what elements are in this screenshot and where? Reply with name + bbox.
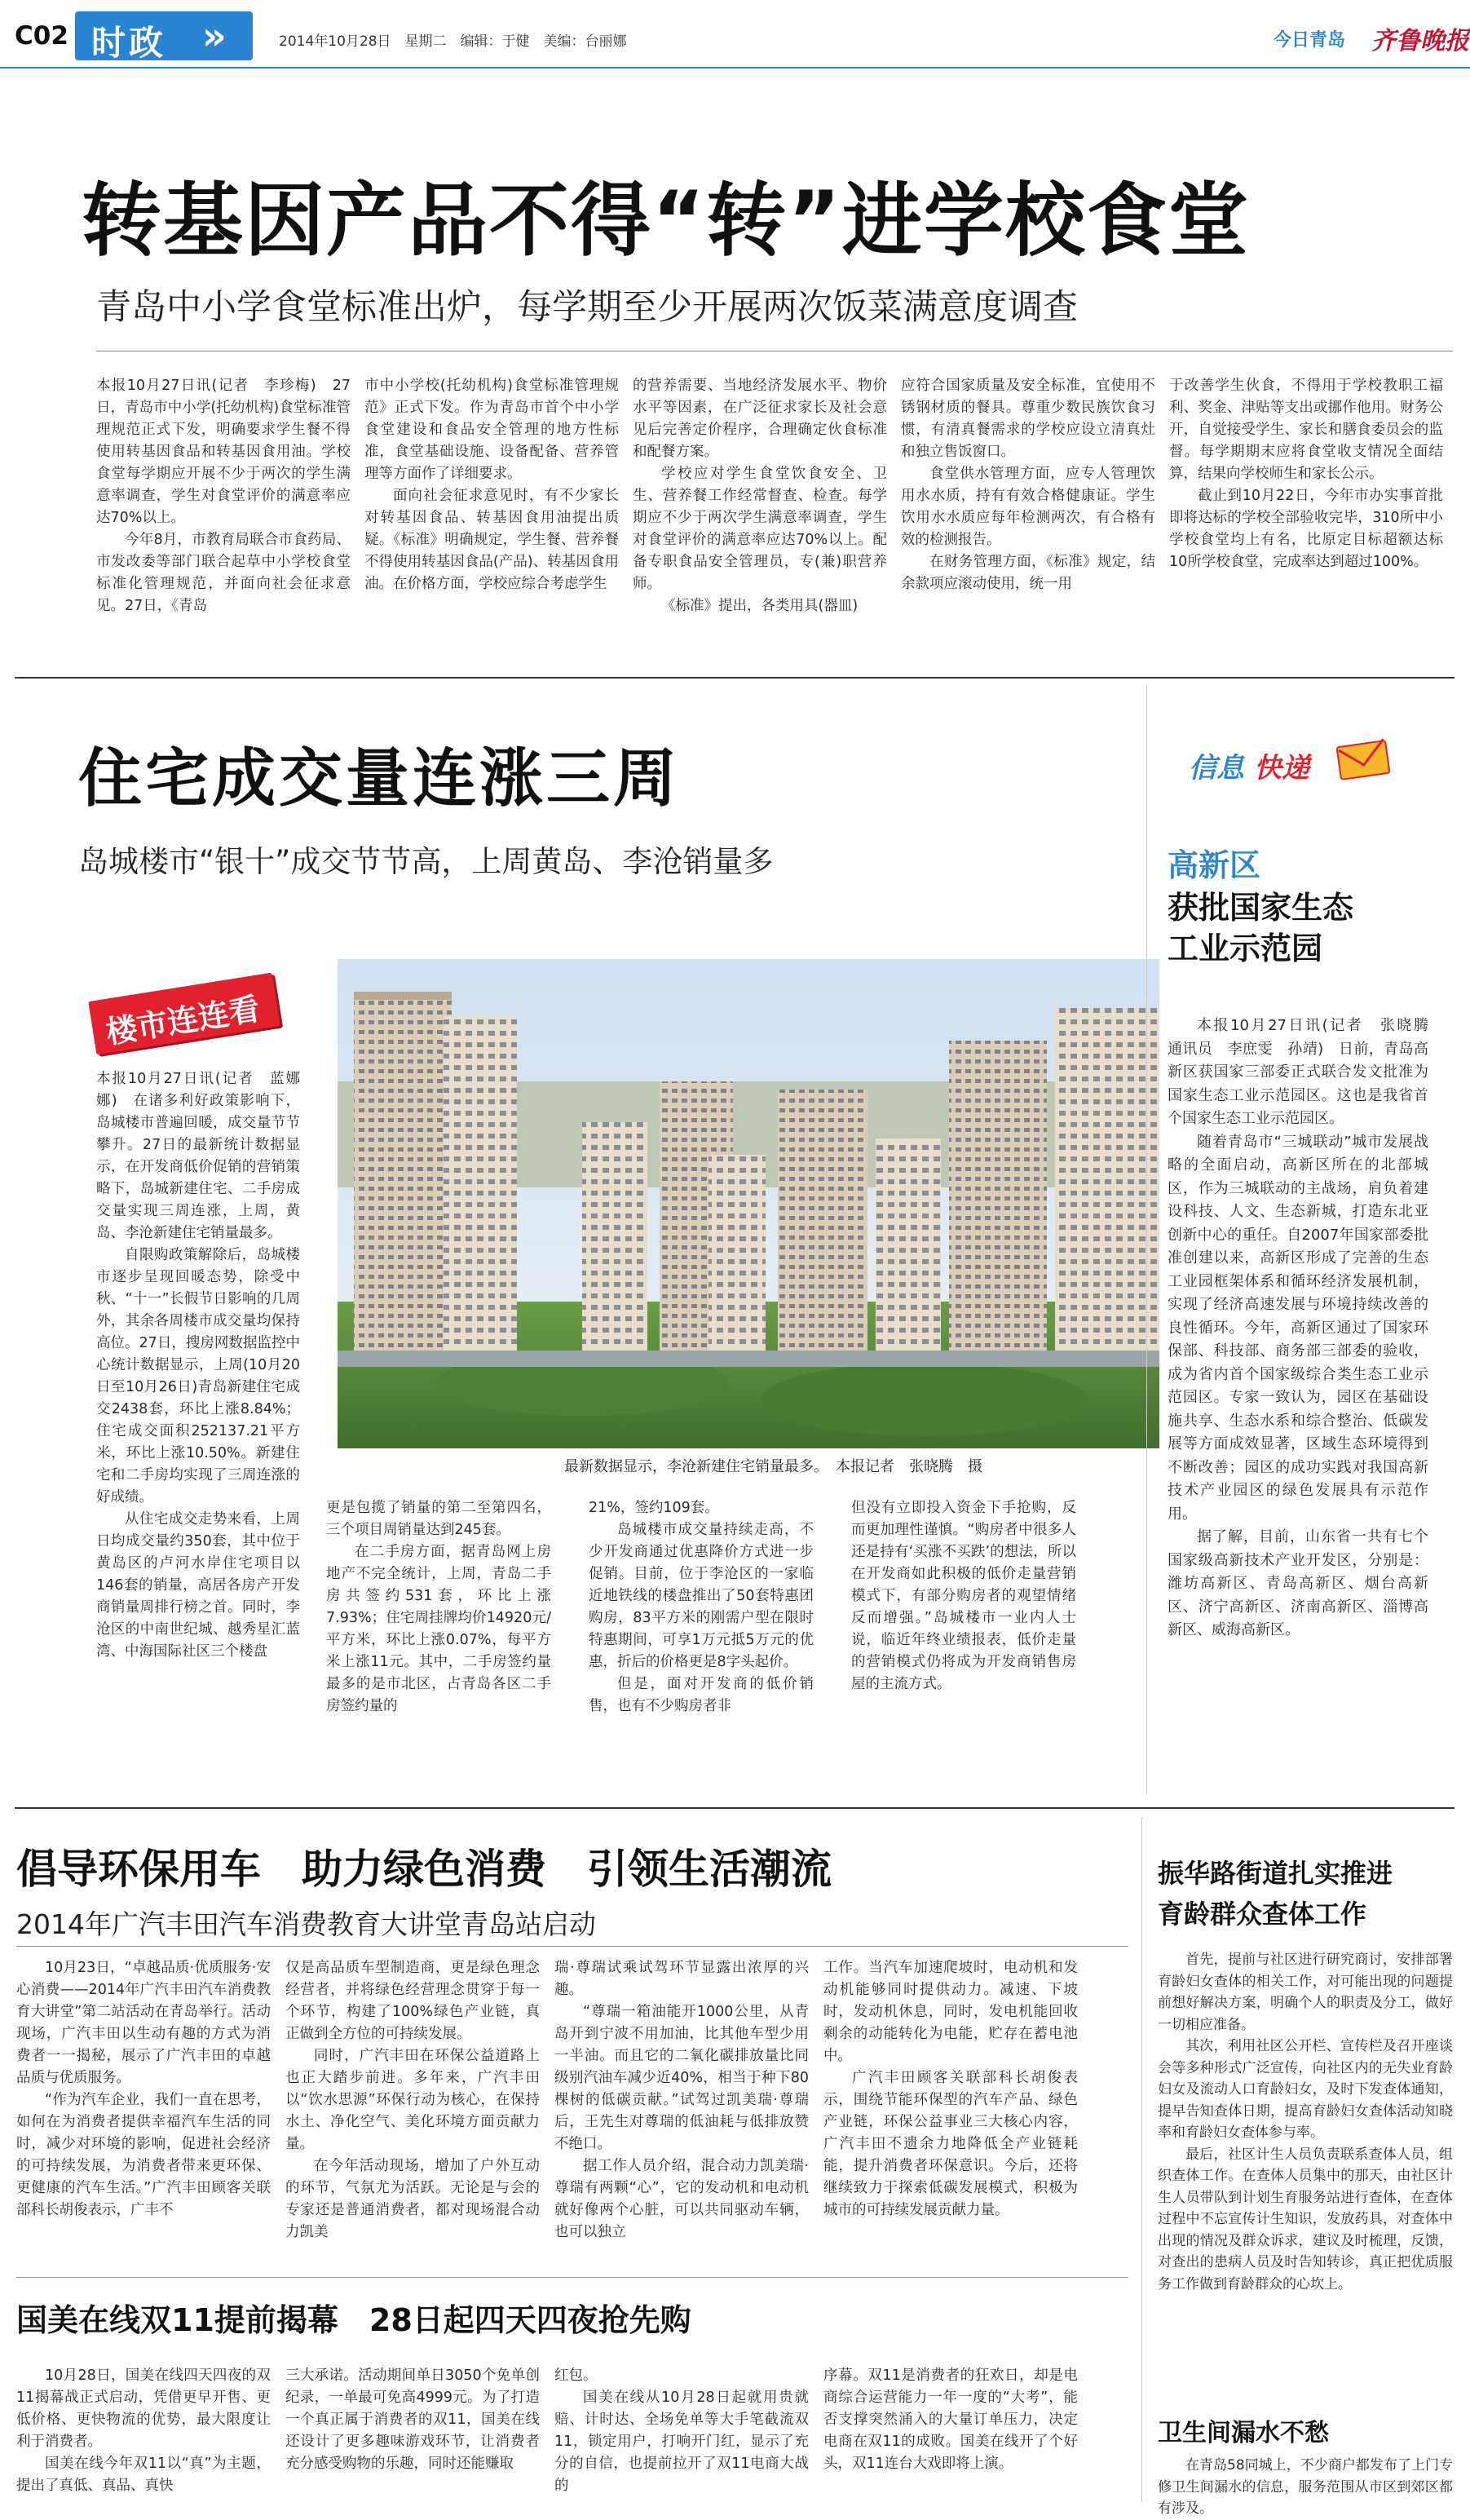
article2-column-3 [589,1497,814,1766]
article1-column-4 [901,375,1155,652]
info-paragraph: 据了解，目前，山东省一共有七个国家级高新技术产业开发区，分别是：潍坊高新区、青岛高新区、烟台高新区、济宁高新区、济南高新区、淄博高新区、威海高新区。 [1168,1528,1428,1638]
header-right-label: 今日青岛 [1274,30,1346,51]
article4-paragraph: 国美在线从10月28日起就用贵就赔、计时达、全场免单等大手笔截流双11，锁定用户，打响开门红，显示了充分的自信，也提前拉开了双11电商大战的 [554,2390,809,2494]
section-arrow-icon: » [202,14,227,58]
article2-subtitle: 岛城楼市“银十”成交节节高，上周黄岛、李沧销量多 [78,844,774,879]
article1-paragraph: 本报10月27日讯(记者 李珍梅) 27日，青岛市中小学(托幼机构)食堂标准管理规范正式下发，明确要求学生餐不得使用转基因食品和转基因食用油。学校食堂每学期应开展不少于两次的学生满意率调查，学生对食堂评价的满意率应达70%以上。 [96,378,351,526]
article3-divider [16,1946,1128,1947]
right-box-paragraph: 最后，社区计生人员负责联系查体人员，组织查体工作。在查体人员集中的那天，由社区计生人员带队到计划生育服务站进行查体，在查体过程中不忘宣传计生知识，发放药具，对查体中出现的情况及群众诉求，建议及时梳理，反馈，对查出的患病人员及时告知转诊，真正把优质服务工作做到育龄群众的心坎上。 [1158,2146,1453,2292]
right-box-title-line1: 振华路街道扎实推进 [1158,1858,1393,1889]
article1-paragraph: 于改善学生伙食，不得用于学校教职工福利、奖金、津贴等支出或挪作他用。财务公开，自觉接受学生、家长和膳食委员会的监督。每学期期末应将食堂收支情况全面结算，结果向学校师生和家长公示。 [1169,378,1443,482]
article3-column-2 [285,1957,540,2262]
right-box-body [1158,1949,1453,2411]
right-box-title-line2: 育龄群众查体工作 [1158,1899,1367,1930]
article4-column-2 [285,2365,540,2504]
info-logo-part1: 信息 [1189,752,1244,785]
article4-paragraph: 三大承诺。活动期间单日3050个免单创纪录，一单最可免高4999元。为了打造一个真正属于消费者的双11，国美在线还设计了更多趣味游戏环节，让消费者充分感受购物的乐趣，同时还能赚取 [285,2367,540,2472]
info-paragraph: 本报10月27日讯(记者 张晓腾 通讯员 李庶雯 孙靖) 日前，青岛高新区获国家三部委正式联合发文批准为国家生态工业示范园区。这也是我省首个国家生态工业示范园区。 [1168,1017,1443,1127]
article2-paragraph: 本报10月27日讯(记者 蓝娜娜) 在诸多利好政策影响下，岛城楼市普遍回暖，成交量节节攀升。27日的最新统计数据显示，在开发商低价促销的营销策略下，岛城新建住宅、二手房成交量实现三周连涨，上周，黄岛、李沧新建住宅销量最多。 [96,1071,300,1241]
article1-paragraph: 应符合国家质量及安全标准，宜使用不锈钢材质的餐具。尊重少数民族饮食习惯，有清真餐需求的学校应设立清真灶和独立售饭窗口。 [901,378,1155,460]
article1-column-1 [96,375,351,652]
article2-paragraph: 更是包揽了销量的第二至第四名，三个项目周销量达到245套。 [326,1500,551,1538]
article2-paragraph: 但是，面对开发商的低价销售，也有不少购房者非 [589,1676,814,1714]
article1-paragraph: 面向社会征求意见时，有不少家长对转基因食品、转基因食用油提出质疑。《标准》明确规定，学生餐、营养餐不得使用转基因食品(产品)、转基因食用油。在价格方面，学校应综合考虑学生 [364,488,619,592]
article4-paragraph: 国美在线今年双11以“真”为主题，提出了真低、真品、真快 [16,2456,271,2494]
article3-paragraph: 广汽丰田顾客关联部科长胡俊表示，围绕节能环保型的汽车产品、绿色产业链，环保公益事业三大核心内容，广汽丰田不遗余力地降低全产业链耗能，提升消费者环保意识。今后，还将继续致力于探索低碳发展模式，积极为城市的可持续发展贡献力量。 [823,2070,1078,2218]
info-headline-line1: 获批国家生态 [1168,890,1354,926]
info-box-divider [1146,685,1147,1794]
article4-title: 国美在线双11提前揭幕 28日起四天四夜抢先购 [16,2302,691,2338]
article4-top-rule [16,2277,1128,2278]
article3-paragraph: 瑞·尊瑞试乘试驾环节显露出浓厚的兴趣。 [554,1960,809,1998]
article3-paragraph: 同时，广汽丰田在环保公益道路上也正大踏步前进。多年来，广汽丰田以“饮水思源”环保行动为核心，在保持水土、净化空气、美化环境方面贡献力量。 [285,2048,540,2152]
article1-column-3 [633,375,887,652]
tag-badge [88,973,280,1055]
article3-paragraph: 10月23日，“卓越品质·优质服务·安心消费——2014年广汽丰田汽车消费教育大讲堂”第二站活动在青岛举行。活动现场，广汽丰田以生动有趣的方式为消费者一一揭秘，展示了广汽丰田的卓越品质与优质服务。 [16,1960,271,2086]
right-box-paragraph: 首先，提前与社区进行研究商讨，安排部署育龄妇女查体的相关工作，对可能出现的问题提前想好解决方案，明确个人的职责及分工，做好一切相应准备。 [1158,1952,1453,2033]
article1-paragraph: 食堂供水管理方面，应专人管理饮用水水质，持有有效合格健康证。学生饮用水水质应每年检测两次，有合格有效的检测报告。 [901,466,1155,548]
info-region: 高新区 [1168,847,1261,883]
article1-paragraph: 《标准》提出，各类用具(器皿) [661,598,859,614]
tag-label: 楼市连连看 [104,990,263,1050]
right-box-title2: 卫生间漏水不愁 [1158,2419,1329,2447]
page-code: C02 [15,21,68,51]
article1-paragraph: 市中小学校(托幼机构)食堂标准管理规范》正式下发。作为青岛市首个中小学食堂建设和食品安全管理的地方性标准，食堂基础设施、设备配备、营养管理等方面作了详细要求。 [364,378,619,482]
article4-column-1 [16,2365,271,2504]
section-badge [75,11,253,63]
article1-paragraph: 今年8月，市教育局联合市食药局、市发改委等部门联合起草中小学校食堂标准化管理规范，并面向社会征求意见。27日，《青岛 [96,532,351,614]
article3-column-4 [823,1957,1078,2262]
right-box-paragraph: 在青岛58同城上，不少商户都发布了上门专修卫生间漏水的信息，服务范围从市区到郊区都有涉及。 [1158,2457,1453,2517]
right-box-paragraph: 其次，利用社区公开栏、宣传栏及召开座谈会等多种形式广泛宣传，向社区内的无失业育龄妇女及流动人口育龄妇女，及时下发查体通知，提早告知查体日期，提高育龄妇女查体活动知晓率和育龄妇女查体参与率。 [1158,2038,1453,2141]
article3-paragraph: 仅是高品质车型制造商，更是绿色理念经营者，并将绿色经营理念贯穿于每一个环节，构建了100%绿色产业链，真正做到全方位的可持续发展。 [285,1960,540,2042]
housing-photo [338,959,1159,1448]
right-box-body2 [1158,2455,1453,2517]
info-body [1168,1015,1443,1781]
article1-paragraph: 学校应对学生食堂饮食安全、卫生、营养餐工作经常督查、检查。每学期应不少于两次学生满意率调查，学生对食堂评价的满意率应达70%以上。配备专职食品安全管理员，专(兼)职营养师。 [633,466,887,592]
info-logo-part2: 快递 [1254,752,1309,785]
date-line: 2014年10月28日 星期二 编辑：于健 美编：台丽娜 [279,33,627,50]
article4-column-3 [554,2365,809,2504]
article3-column-1 [16,1957,271,2262]
article4-paragraph: 序幕。双11是消费者的狂欢日，却是电商综合运营能力一年一度的“大考”，能否支撑突然涌入的大量订单压力，决定电商在双11的成败。国美在线开了个好头，双11连台大戏即将上演。 [823,2367,1078,2472]
article2-paragraph: 21%，签约109套。 [589,1500,719,1516]
section-rule [15,677,1455,679]
article2-paragraph: 自限购政策解除后，岛城楼市逐步呈现回暖态势，除受中秋、“十一”长假节日影响的几周外，其余各周楼市成交量均保持高位。27日，搜房网数据监控中心统计数据显示，上周(10月20日至10月26日)青岛新建住宅成交2438套，环比上涨8.84%；住宅成交面积252137.21平方米，环比上涨10.50%。新建住宅和二手房均实现了三周连涨的好成绩。 [96,1247,300,1505]
info-paragraph: 随着青岛市“三城联动”城市发展战略的全面启动，高新区所在的北部城区，作为三城联动的主战场，肩负着建设科技、人文、生态新城，打造东北亚创新中心的重任。自2007年国家部委批准创建以来，高新区形成了完善的生态工业园框架体系和循环经济发展机制，实现了经济高速发展与环境持续改善的良性循环。今年，高新区通过了国家环保部、科技部、商务部三部委的验收，成为省内首个国家级综合类生态工业示范园区。专家一致认为，园区在基础设施共享、生态水系和综合整治、低碳发展等方面成效显著，区域生态环境得到不断改善；园区的成功实践对我国高新技术产业园区的绿色发展具有示范作用。 [1168,1133,1428,1523]
housing-photo-image [338,959,1159,1448]
article1-paragraph: 在财务管理方面，《标准》规定，结余款项应滚动使用，统一用 [901,554,1155,592]
article2-column-1 [96,1068,300,1770]
article1-column-2 [364,375,619,652]
article3-paragraph: 据工作人员介绍，混合动力凯美瑞·尊瑞有两颗“心”，它的发动机和电动机就好像两个心脏，可以共同驱动车辆，也可以独立 [554,2158,809,2240]
article3-paragraph: “作为汽车企业，我们一直在思考，如何在为消费者提供幸福汽车生活的同时，减少对环境的影响，促进社会经济的可持续发展，为消费者带来更环保、更健康的汽车生活。”广汽丰田顾客关联部科长胡俊表示，广丰不 [16,2092,271,2218]
article1-paragraph: 截止到10月22日，今年市办实事首批即将达标的学校全部验收完毕，310所中小学校食堂均上有名，比原定目标超额达标10所学校食堂，完成率达到超过100%。 [1169,488,1443,570]
page-header [0,0,1470,70]
article1-title: 转基因产品不得“转”进学校食堂 [82,175,1250,267]
article1-column-5 [1169,375,1443,652]
article2-column-2 [326,1497,551,1766]
article4-column-4 [823,2365,1078,2504]
article2-column-4 [851,1497,1076,1766]
article3-title: 倡导环保用车 助力绿色消费 引领生活潮流 [16,1846,832,1893]
section-label: 时政 [91,23,167,63]
header-rule [0,67,1470,69]
right-box-divider [1141,1817,1142,2502]
article2-title: 住宅成交量连涨三周 [78,742,681,816]
envelope-icon [1335,737,1393,783]
info-headline-line2: 工业示范园 [1168,931,1323,966]
article2-paragraph: 从住宅成交走势来看，上周日均成交量约350套，其中位于黄岛区的卢河水岸住宅项目以146套的销量，高居各房产开发商销量周排行榜之首。同时，李沧区的中南世纪城、越秀星汇蓝湾、中海国际社区三个楼盘 [96,1511,300,1660]
article1-paragraph: 的营养需要、当地经济发展水平、物价水平等因素，在广泛征求家长及社会意见后完善定价程序，合理确定伙食标准和配餐方案。 [633,378,887,460]
article4-paragraph: 红包。 [554,2367,598,2384]
article3-paragraph: 工作。当汽车加速爬坡时，电动机和发动机能够同时提供动力。减速、下坡时，发动机休息，同时，发电机能回收剩余的动能转化为电能，贮存在蓄电池中。 [823,1960,1078,2064]
article2-paragraph: 岛城楼市成交量持续走高，不少开发商通过优惠降价方式进一步促销。目前，位于李沧区的一家临近地铁线的楼盘推出了50套特惠团购房，83平方米的刚需户型在限时特惠期间，可享1万元抵5万元的优惠，折后的价格更是8字头起价。 [589,1522,814,1670]
article4-paragraph: 10月28日，国美在线四天四夜的双11揭幕战正式启动，凭借更早开售、更低价格、更快物流的优势，最大限度让利于消费者。 [16,2367,271,2450]
article3-paragraph: “尊瑞一箱油能开1000公里，从青岛开到宁波不用加油，比其他车型少用一半油。而且它的二氧化碳排放量比同级别汽油车减少近40%，相当于种下80棵树的低碳贡献。”试驾过凯美瑞·尊瑞后，王先生对尊瑞的低油耗与低排放赞不绝口。 [554,2004,809,2152]
article3-column-3 [554,1957,809,2262]
photo-caption: 最新数据显示，李沧新建住宅销量最多。 本报记者 张晓腾 摄 [564,1458,982,1475]
article2-paragraph: 在二手房方面，据青岛网上房地产不完全统计，上周，青岛二手房共签约531套，环比上涨7.93%；住宅周挂牌均价14920元/平方米，环比上涨0.07%，每平方米上涨11元。其中，二手房签约量最多的是市北区，占青岛各区二手房签约量的 [326,1544,551,1714]
info-logo [1184,727,1412,798]
article3-paragraph: 在今年活动现场，增加了户外互动的环节，气氛尤为活跃。无论是与会的专家还是普通消费者，都对现场混合动力凯美 [285,2158,540,2240]
article2-paragraph: 但没有立即投入资金下手抢购，反而更加理性谨慎。“购房者中很多人还是持有‘买涨不买跌’的想法，所以在开发商如此积极的低价走量营销模式下，有部分购房者的观望情绪反而增强。”岛城楼市一业内人士说，临近年终业绩报表，低价走量的营销模式仍将成为开发商销售房屋的主流方式。 [851,1500,1076,1692]
article3-subtitle: 2014年广汽丰田汽车消费教育大讲堂青岛站启动 [16,1908,596,1940]
article1-subtitle: 青岛中小学食堂标准出炉，每学期至少开展两次饭菜满意度调查 [96,287,1078,328]
brand-logo: 齐鲁晚报 [1371,27,1469,55]
section-rule-2 [15,1807,1455,1809]
